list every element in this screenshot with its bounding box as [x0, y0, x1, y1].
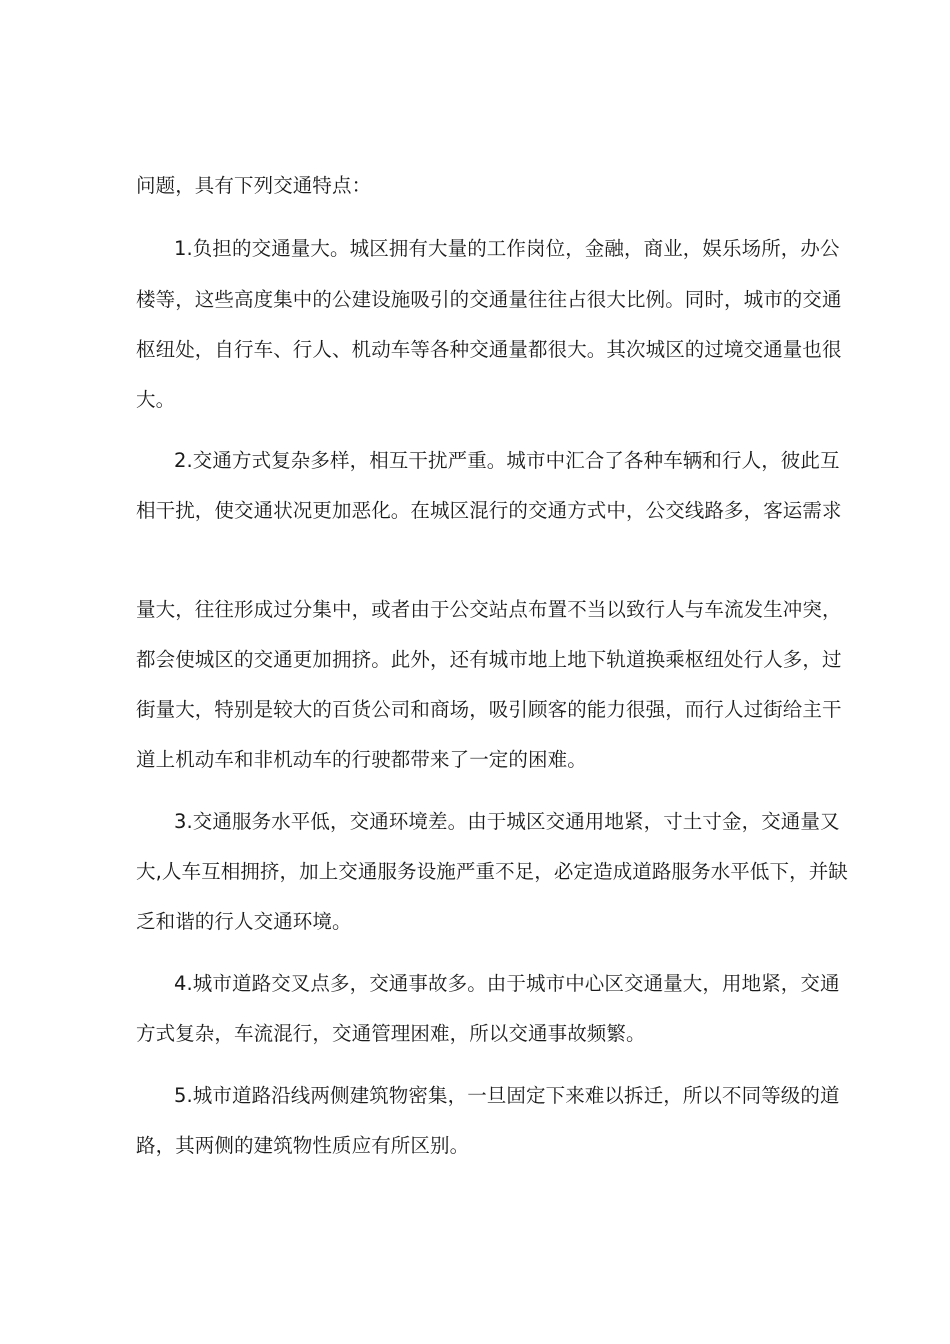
paragraph-4-line-2: 方式复杂，车流混行，交通管理困难，所以交通事故频繁。 [136, 1022, 646, 1045]
paragraph-4-line-1: 4.城市道路交叉点多，交通事故多。由于城市中心区交通量大，用地紧，交通 [174, 972, 840, 995]
paragraph-1-line-2: 楼等，这些高度集中的公建设施吸引的交通量往往占很大比例。同时，城市的交通 [136, 288, 842, 311]
paragraph-1-line-1: 1.负担的交通量大。城区拥有大量的工作岗位，金融，商业，娱乐场所，办公 [174, 237, 840, 260]
intro-line: 问题，具有下列交通特点： [136, 174, 372, 197]
paragraph-1-line-4: 大。 [136, 388, 176, 411]
paragraph-2-line-1: 2.交通方式复杂多样，相互干扰严重。城市中汇合了各种车辆和行人，彼此互 [174, 449, 840, 472]
paragraph-2-line-6: 道上机动车和非机动车的行驶都带来了一定的困难。 [136, 748, 587, 771]
paragraph-3-line-1: 3.交通服务水平低，交通环境差。由于城区交通用地紧，寸土寸金，交通量又 [174, 810, 840, 833]
paragraph-3-line-2: 大,人车互相拥挤，加上交通服务设施严重不足，必定造成道路服务水平低下，并缺 [136, 860, 848, 883]
paragraph-3-line-3: 乏和谐的行人交通环境。 [136, 910, 352, 933]
paragraph-5-line-2: 路，其两侧的建筑物性质应有所区别。 [136, 1134, 470, 1157]
paragraph-1-line-3: 枢纽处，自行车、行人、机动车等各种交通量都很大。其次城区的过境交通量也很 [136, 338, 842, 361]
paragraph-2-line-2: 相干扰，使交通状况更加恶化。在城区混行的交通方式中，公交线路多，客运需求 [136, 499, 842, 522]
paragraph-5-line-1: 5.城市道路沿线两侧建筑物密集，一旦固定下来难以拆迁，所以不同等级的道 [174, 1084, 840, 1107]
paragraph-2-line-5: 街量大，特别是较大的百货公司和商场，吸引顾客的能力很强，而行人过街给主干 [136, 698, 842, 721]
paragraph-2-line-3: 量大，往往形成过分集中，或者由于公交站点布置不当以致行人与车流发生冲突， [136, 598, 842, 621]
paragraph-2-line-4: 都会使城区的交通更加拥挤。此外，还有城市地上地下轨道换乘枢纽处行人多，过 [136, 648, 842, 671]
